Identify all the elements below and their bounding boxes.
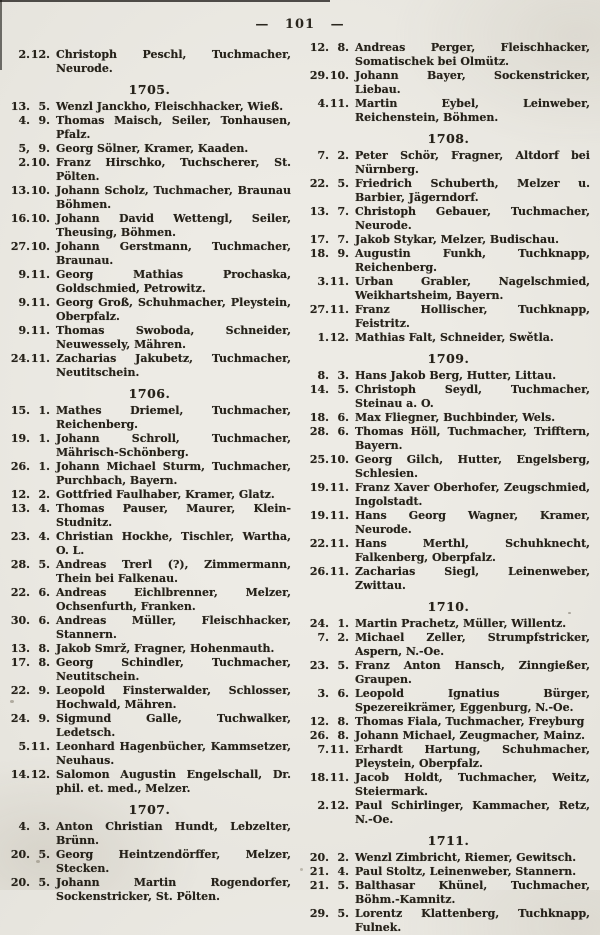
- entry-month: 11.: [329, 97, 349, 110]
- entry-month: 8.: [337, 715, 349, 728]
- register-entry: [8, 184, 291, 212]
- register-entry: [8, 114, 291, 142]
- register-entry: [307, 865, 590, 879]
- entry-day: 22.: [309, 537, 329, 550]
- entry-day: 12.: [309, 41, 329, 54]
- register-entry: [307, 799, 590, 827]
- entry-day: 5,: [18, 142, 30, 155]
- entry-text: Leopold Ignatius Bürger, Spezereikrämer, Eggenburg, N.-Oe.: [355, 687, 590, 714]
- register-entry: [8, 324, 291, 352]
- entry-day: 21.: [309, 865, 329, 878]
- year-heading: 1706.: [128, 386, 171, 401]
- register-entry: [8, 404, 291, 432]
- entry-text: Johann Michael, Zeugmacher, Mainz.: [355, 729, 585, 742]
- scan-speck: [10, 700, 14, 703]
- entry-month: 11.: [329, 509, 349, 522]
- entry-text: Mathes Driemel, Tuchmacher, Reichenberg.: [56, 404, 291, 431]
- register-entry: [8, 740, 291, 768]
- entry-text: Zacharias Siegl, Leinenweber, Zwittau.: [355, 565, 590, 592]
- entry-month: 4.: [337, 865, 349, 878]
- register-entry: [8, 586, 291, 614]
- entry-day: 23.: [10, 530, 30, 543]
- register-entry: [307, 149, 590, 177]
- entry-text: Andreas Eichlbrenner, Melzer, Ochsenfurth, Franken.: [56, 586, 291, 613]
- register-entry: [8, 432, 291, 460]
- register-entry: [307, 659, 590, 687]
- year-heading: 1709.: [427, 351, 470, 366]
- entry-day: 18.: [309, 247, 329, 260]
- entry-month: 2.: [337, 851, 349, 864]
- entry-day: 16.: [10, 212, 30, 225]
- entry-day: 7.: [317, 631, 329, 644]
- register-entry: [307, 97, 590, 125]
- register-entry: [307, 537, 590, 565]
- entry-text: Erhardt Hartung, Schuhmacher, Pleystein, Oberpfalz.: [355, 743, 590, 770]
- register-entry: [8, 530, 291, 558]
- entry-day: 9.: [18, 324, 30, 337]
- entry-text: Andreas Trerl (?), Zimmermann, Thein bei Falkenau.: [56, 558, 291, 585]
- entry-month: 2.: [337, 149, 349, 162]
- entry-month: 5.: [337, 383, 349, 396]
- entry-text: Johann David Wettengl, Seiler, Theusing, Böhmen.: [56, 212, 291, 239]
- entry-month: 11.: [329, 303, 349, 316]
- entry-month: 2.: [337, 631, 349, 644]
- register-entry: [307, 453, 590, 481]
- entry-month: 10.: [329, 453, 349, 466]
- entry-day: 9.: [18, 268, 30, 281]
- entry-month: 6.: [337, 687, 349, 700]
- entry-text: Salomon Augustin Engelschall, Dr. phil. et. med., Melzer.: [56, 768, 291, 795]
- entry-month: 4.: [38, 502, 50, 515]
- register-entry: [8, 876, 291, 904]
- register-entry: [307, 383, 590, 411]
- entry-day: 13.: [10, 100, 30, 113]
- entry-day: 8.: [317, 369, 329, 382]
- entry-day: 1.: [317, 331, 329, 344]
- entry-month: 7.: [337, 205, 349, 218]
- register-entry: [307, 729, 590, 743]
- entry-month: 11.: [329, 565, 349, 578]
- entry-month: 11.: [30, 268, 50, 281]
- register-entry: [307, 41, 590, 69]
- entry-day: 2.: [18, 48, 30, 61]
- register-entry: [307, 247, 590, 275]
- entry-text: Leopold Finsterwalder, Schlosser, Hochwald, Mähren.: [56, 684, 291, 711]
- register-entry: [307, 233, 590, 247]
- entry-text: Thomas Höll, Tuchmacher, Trifftern, Bayern.: [355, 425, 590, 452]
- entry-month: 4.: [38, 530, 50, 543]
- entry-month: 12.: [329, 331, 349, 344]
- register-entry: [307, 177, 590, 205]
- entry-text: Georg Gilch, Hutter, Engelsberg, Schlesien.: [355, 453, 590, 480]
- register-entry: [8, 156, 291, 184]
- entry-day: 4.: [317, 97, 329, 110]
- register-entry: [8, 212, 291, 240]
- entry-month: 6.: [38, 586, 50, 599]
- entry-text: Max Fliegner, Buchbinder, Wels.: [355, 411, 556, 424]
- register-entry: [307, 631, 590, 659]
- entry-text: Thomas Maisch, Seiler, Tonhausen, Pfalz.: [56, 114, 291, 141]
- entry-month: 5.: [38, 100, 50, 113]
- entry-day: 25.: [309, 453, 329, 466]
- entry-text: Jakob Stykar, Melzer, Budischau.: [355, 233, 559, 246]
- entry-day: 9.: [18, 296, 30, 309]
- entry-month: 11.: [30, 296, 50, 309]
- entry-day: 13.: [10, 502, 30, 515]
- page-header: [0, 17, 600, 32]
- entry-month: 3.: [337, 369, 349, 382]
- entry-month: 1.: [38, 404, 50, 417]
- entry-day: 17.: [10, 656, 30, 669]
- scan-speck: [36, 860, 40, 863]
- entry-month: 5.: [38, 848, 50, 861]
- entry-month: 10.: [30, 212, 50, 225]
- entry-text: Wenzl Janckho, Fleischhacker, Wieß.: [56, 100, 284, 113]
- entry-text: Johann Scholz, Tuchmacher, Braunau Böhmen.: [56, 184, 291, 211]
- entry-month: 5.: [337, 177, 349, 190]
- register-entry: [307, 715, 590, 729]
- entry-month: 6.: [337, 425, 349, 438]
- entry-day: 12.: [309, 715, 329, 728]
- entry-text: Balthasar Khünel, Tuchmacher, Böhm.-Kamnitz.: [355, 879, 590, 906]
- register-entry: [307, 481, 590, 509]
- entry-day: 24.: [309, 617, 329, 630]
- register-entry: [307, 69, 590, 97]
- entry-text: Johann Schroll, Tuchmacher, Mährisch-Schönberg.: [56, 432, 291, 459]
- entry-day: 7.: [317, 149, 329, 162]
- register-entry: [8, 488, 291, 502]
- register-entry: [8, 642, 291, 656]
- entry-month: 1.: [38, 460, 50, 473]
- entry-month: 10.: [30, 156, 50, 169]
- entry-text: Anton Christian Hundt, Lebzelter, Brünn.: [56, 820, 291, 847]
- entry-month: 11.: [30, 324, 50, 337]
- register-entry: [307, 425, 590, 453]
- entry-text: Hans Merthl, Schuhknecht, Falkenberg, Oberpfalz.: [355, 537, 590, 564]
- entry-month: 8.: [38, 656, 50, 669]
- register-entry: [8, 502, 291, 530]
- entry-text: Christoph Gebauer, Tuchmacher, Neurode.: [355, 205, 590, 232]
- register-entry: [8, 558, 291, 586]
- entry-text: Michael Zeller, Strumpfstricker, Aspern, N.-Oe.: [355, 631, 590, 658]
- entry-day: 27.: [10, 240, 30, 253]
- register-entry: [8, 848, 291, 876]
- right-column: [307, 41, 590, 935]
- entry-text: Johann Gerstmann, Tuchmacher, Braunau.: [56, 240, 291, 267]
- entry-day: 27.: [309, 303, 329, 316]
- entry-day: 20.: [10, 876, 30, 889]
- entry-day: 23.: [309, 659, 329, 672]
- scan-speck: [568, 612, 571, 614]
- register-entry: [307, 565, 590, 593]
- entry-month: 5.: [38, 558, 50, 571]
- entry-day: 22.: [309, 177, 329, 190]
- entry-day: 19.: [309, 509, 329, 522]
- entry-month: 10.: [329, 69, 349, 82]
- register-entry: [307, 771, 590, 799]
- entry-text: Georg Sölner, Kramer, Kaaden.: [56, 142, 249, 155]
- two-column-text: [0, 32, 600, 935]
- entry-day: 3.: [317, 687, 329, 700]
- entry-month: 5.: [337, 879, 349, 892]
- entry-text: Christian Hockhe, Tischler, Wartha, O. L.: [56, 530, 291, 557]
- entry-day: 30.: [10, 614, 30, 627]
- entry-month: 10.: [30, 240, 50, 253]
- entry-text: Thomas Pauser, Maurer, Klein-Studnitz.: [56, 502, 291, 529]
- entry-day: 21.: [309, 879, 329, 892]
- entry-day: 26.: [309, 565, 329, 578]
- entry-month: 12.: [30, 768, 50, 781]
- register-entry: [8, 768, 291, 796]
- entry-text: Andreas Perger, Fleischhacker, Somatischek bei Olmütz.: [355, 41, 590, 68]
- entry-day: 5.: [18, 740, 30, 753]
- entry-text: Christoph Peschl, Tuchmacher, Neurode.: [56, 48, 291, 75]
- entry-text: Jacob Holdt, Tuchmacher, Weitz, Steiermark.: [355, 771, 590, 798]
- entry-day: 14.: [10, 768, 30, 781]
- entry-text: Jakob Smrž, Fragner, Hohenmauth.: [56, 642, 275, 655]
- entry-month: 11.: [30, 352, 50, 365]
- entry-day: 15.: [10, 404, 30, 417]
- entry-day: 18.: [309, 411, 329, 424]
- entry-day: 20.: [10, 848, 30, 861]
- entry-text: Thomas Fiala, Tuchmacher, Freyburg: [355, 715, 585, 728]
- entry-month: 11.: [329, 743, 349, 756]
- register-entry: [307, 879, 590, 907]
- entry-text: Martin Prachetz, Müller, Willentz.: [355, 617, 567, 630]
- entry-day: 24.: [10, 712, 30, 725]
- entry-text: Peter Schör, Fragner, Altdorf bei Nürnberg.: [355, 149, 590, 176]
- entry-month: 12.: [329, 799, 349, 812]
- register-entry: [307, 331, 590, 345]
- entry-day: 2.: [317, 799, 329, 812]
- year-heading: 1705.: [128, 82, 171, 97]
- entry-day: 22.: [10, 586, 30, 599]
- entry-text: Paul Schirlinger, Kammacher, Retz, N.-Oe.: [355, 799, 590, 826]
- entry-day: 4.: [18, 114, 30, 127]
- entry-month: 11.: [329, 537, 349, 550]
- entry-text: Hans Georg Wagner, Kramer, Neurode.: [355, 509, 590, 536]
- year-heading: 1707.: [128, 802, 171, 817]
- entry-text: Christoph Seydl, Tuchmacher, Steinau a. O.: [355, 383, 590, 410]
- entry-month: 11.: [329, 275, 349, 288]
- entry-text: Andreas Müller, Fleischhacker, Stannern.: [56, 614, 291, 641]
- register-entry: [307, 743, 590, 771]
- entry-month: 7.: [337, 233, 349, 246]
- register-entry: [307, 687, 590, 715]
- entry-day: 19.: [10, 432, 30, 445]
- entry-day: 29.: [309, 907, 329, 920]
- entry-text: Mathias Falt, Schneider, Swětla.: [355, 331, 554, 344]
- entry-text: Hans Jakob Berg, Hutter, Littau.: [355, 369, 557, 382]
- entry-day: 2.: [18, 156, 30, 169]
- entry-month: 5.: [337, 907, 349, 920]
- entry-month: 6.: [38, 614, 50, 627]
- entry-day: 28.: [10, 558, 30, 571]
- entry-month: 2.: [38, 488, 50, 501]
- entry-month: 1.: [38, 432, 50, 445]
- entry-month: 8.: [337, 41, 349, 54]
- entry-text: Georg Schindler, Tuchmacher, Neutitschein.: [56, 656, 291, 683]
- scan-edge-artifact-top: [0, 0, 330, 2]
- entry-month: 9.: [38, 142, 50, 155]
- register-entry: [307, 907, 590, 935]
- entry-text: Georg Mathias Prochaska, Goldschmied, Petrowitz.: [56, 268, 291, 295]
- entry-day: 26.: [10, 460, 30, 473]
- entry-day: 4.: [18, 820, 30, 833]
- entry-text: Martin Eybel, Leinweber, Reichenstein, Böhmen.: [355, 97, 590, 124]
- register-entry: [8, 48, 291, 76]
- register-entry: [8, 712, 291, 740]
- year-heading: 1711.: [427, 833, 470, 848]
- entry-text: Lorentz Klattenberg, Tuchknapp, Fulnek.: [355, 907, 590, 934]
- entry-month: 8.: [337, 729, 349, 742]
- scan-edge-artifact-left: [0, 0, 2, 70]
- entry-text: Wenzl Zimbricht, Riemer, Gewitsch.: [355, 851, 577, 864]
- entry-text: Georg Heintzendörffer, Melzer, Stecken.: [56, 848, 291, 875]
- entry-text: Friedrich Schuberth, Melzer u. Barbier, Jägerndorf.: [355, 177, 590, 204]
- entry-month: 9.: [337, 247, 349, 260]
- entry-text: Leonhard Hagenbücher, Kammsetzer, Neuhaus.: [56, 740, 291, 767]
- entry-month: 11.: [329, 481, 349, 494]
- entry-day: 17.: [309, 233, 329, 246]
- entry-month: 1.: [337, 617, 349, 630]
- entry-day: 28.: [309, 425, 329, 438]
- entry-month: 9.: [38, 114, 50, 127]
- register-entry: [8, 684, 291, 712]
- register-entry: [8, 352, 291, 380]
- entry-text: Franz Hollischer, Tuchknapp, Feistritz.: [355, 303, 590, 330]
- entry-text: Urban Grabler, Nagelschmied, Weikhartsheim, Bayern.: [355, 275, 590, 302]
- register-entry: [307, 303, 590, 331]
- entry-text: Johann Martin Rogendorfer, Sockenstricker, St. Pölten.: [56, 876, 291, 903]
- register-entry: [307, 411, 590, 425]
- entry-month: 12.: [30, 48, 50, 61]
- register-entry: [8, 460, 291, 488]
- entry-day: 26.: [309, 729, 329, 742]
- year-heading: 1708.: [427, 131, 470, 146]
- entry-text: Paul Stoltz, Leinenweber, Stannern.: [355, 865, 577, 878]
- entry-month: 11.: [329, 771, 349, 784]
- entry-month: 11.: [30, 740, 50, 753]
- register-entry: [8, 240, 291, 268]
- entry-day: 24.: [10, 352, 30, 365]
- entry-text: Gottfried Faulhaber, Kramer, Glatz.: [56, 488, 275, 501]
- register-entry: [307, 369, 590, 383]
- register-entry: [307, 851, 590, 865]
- scan-speck: [14, 566, 17, 569]
- entry-day: 12.: [10, 488, 30, 501]
- entry-month: 3.: [38, 820, 50, 833]
- entry-day: 14.: [309, 383, 329, 396]
- entry-text: Sigmund Galle, Tuchwalker, Ledetsch.: [56, 712, 291, 739]
- entry-day: 29.: [309, 69, 329, 82]
- register-entry: [8, 296, 291, 324]
- entry-month: 10.: [30, 184, 50, 197]
- entry-day: 7.: [317, 743, 329, 756]
- entry-month: 9.: [38, 684, 50, 697]
- entry-month: 6.: [337, 411, 349, 424]
- entry-day: 13.: [10, 184, 30, 197]
- entry-text: Johann Bayer, Sockenstricker, Liebau.: [355, 69, 590, 96]
- register-entry: [8, 820, 291, 848]
- entry-month: 9.: [38, 712, 50, 725]
- register-entry: [307, 617, 590, 631]
- entry-day: 22.: [10, 684, 30, 697]
- register-entry: [8, 656, 291, 684]
- register-entry: [8, 614, 291, 642]
- entry-text: Johann Michael Sturm, Tuchmacher, Purchbach, Bayern.: [56, 460, 291, 487]
- register-entry: [307, 205, 590, 233]
- entry-text: Augustin Funkh, Tuchknapp, Reichenberg.: [355, 247, 590, 274]
- entry-text: Franz Anton Hansch, Zinngießer, Graupen.: [355, 659, 590, 686]
- entry-day: 19.: [309, 481, 329, 494]
- page-number: — 101 —: [255, 17, 345, 32]
- entry-month: 5.: [337, 659, 349, 672]
- entry-month: 8.: [38, 642, 50, 655]
- entry-month: 5.: [38, 876, 50, 889]
- entry-day: 13.: [309, 205, 329, 218]
- year-heading: 1710.: [427, 599, 470, 614]
- register-entry: [307, 509, 590, 537]
- entry-day: 20.: [309, 851, 329, 864]
- entry-day: 3.: [317, 275, 329, 288]
- left-column: [8, 41, 291, 935]
- register-entry: [8, 142, 291, 156]
- register-entry: [307, 275, 590, 303]
- entry-text: Georg Groß, Schuhmacher, Pleystein, Oberpfalz.: [56, 296, 291, 323]
- register-entry: [8, 100, 291, 114]
- entry-text: Franz Hirschko, Tuchscherer, St. Pölten.: [56, 156, 291, 183]
- register-entry: [8, 268, 291, 296]
- entry-text: Franz Xaver Oberhofer, Zeugschmied, Ingolstadt.: [355, 481, 590, 508]
- scan-speck: [300, 868, 303, 871]
- entry-day: 13.: [10, 642, 30, 655]
- entry-text: Zacharias Jakubetz, Tuchmacher, Neutitschein.: [56, 352, 291, 379]
- entry-day: 18.: [309, 771, 329, 784]
- entry-text: Thomas Swoboda, Schneider, Neuwessely, Mähren.: [56, 324, 291, 351]
